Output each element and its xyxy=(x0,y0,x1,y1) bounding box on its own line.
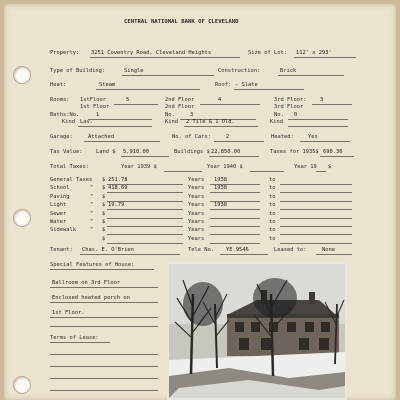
cars-value: 2 xyxy=(226,134,230,140)
bank-title: CENTRAL NATIONAL BANK OF CLEVELAND xyxy=(124,19,239,25)
roof-value: - Slate xyxy=(235,82,258,88)
tax-row-dollar: $ xyxy=(102,202,106,209)
heat-value: Steam xyxy=(99,82,116,88)
tax-row-to-label: to xyxy=(269,210,276,217)
baths-third-kind-label: Kind xyxy=(270,119,283,125)
house-photo-image xyxy=(169,264,345,398)
tax-row-label: Water xyxy=(50,219,67,225)
baths-second-no-label: No. xyxy=(165,112,175,118)
tele-label: Tele No. xyxy=(188,247,214,253)
tax-row-years-label: Years xyxy=(188,177,205,183)
tax-row-to-label: to xyxy=(269,193,276,200)
baths-second-kind: 2 Tile & 1 Old. xyxy=(186,119,235,125)
property-value: 3251 Coventry Road, Cleveland Heights xyxy=(91,50,212,56)
baths-label: Baths:No. xyxy=(50,112,80,118)
ditto-mark: " xyxy=(90,193,94,200)
land-value: 5,910.00 xyxy=(123,149,149,155)
baths-second-kind-label: Kind xyxy=(165,119,178,125)
rooms-row2-first: 1st Floor xyxy=(80,104,110,110)
heat-label: Heat: xyxy=(50,82,67,88)
garage-value: Attached xyxy=(88,134,114,140)
tax-row-dollar: $ xyxy=(102,193,106,200)
tax-row-dollar: $ xyxy=(102,177,106,183)
construction-label: Construction: xyxy=(218,68,261,74)
total-year3-suffix: $ xyxy=(328,164,332,170)
tax-row-dollar: $ xyxy=(102,219,106,225)
tax-row-years-label: Years xyxy=(188,210,205,217)
cars-label: No. of Cars: xyxy=(172,134,211,140)
leased-label: Leased to: xyxy=(274,247,307,253)
roof-label: Roof: xyxy=(215,82,232,88)
total-year2-label: Year 1940 $ xyxy=(207,164,243,170)
binder-hole xyxy=(13,376,31,394)
tax-row-years-value: 1938 xyxy=(214,202,227,209)
building-type-value: Single xyxy=(124,68,144,74)
ditto-mark: " xyxy=(90,202,94,209)
tax-row-to-label: to xyxy=(269,219,276,225)
taxes-label: Taxes for 1935$ xyxy=(270,149,319,155)
special-line-2: Enclosed heated porch on xyxy=(52,295,130,301)
tax-row-amount: 19.79 xyxy=(108,202,125,209)
lot-size-label: Size of Lot: xyxy=(248,50,287,56)
ditto-mark: " xyxy=(90,227,94,234)
rooms-row2-third: 3rd Floor xyxy=(274,104,304,110)
taxes-value: 690.36 xyxy=(323,149,343,155)
tax-row-to-label: to xyxy=(269,185,276,192)
building-type-label: Type of Building: xyxy=(50,68,106,74)
rooms-third-floor-label: 3rd Floor: xyxy=(274,97,307,103)
document-sheet xyxy=(4,4,396,400)
rooms-first-floor-label: 1stFloor xyxy=(80,97,106,103)
rooms-row2-second: 2nd Floor xyxy=(165,104,195,110)
tax-row-to-label: to xyxy=(269,202,276,209)
terms-of-lease-label: Terms of Lease: xyxy=(50,335,99,341)
ditto-mark: " xyxy=(90,219,94,225)
lot-size-value: 112' x 293' xyxy=(296,50,332,56)
construction-value: Brick xyxy=(280,68,297,74)
tax-row-label: Light xyxy=(50,202,67,209)
rooms-second-floor-label: 2nd Floor xyxy=(165,97,195,103)
tax-row-years-label: Years xyxy=(188,193,205,200)
leased-value: None xyxy=(322,247,335,253)
rooms-first-value: 5 xyxy=(126,97,130,103)
tax-row-label: Paving xyxy=(50,193,70,200)
rooms-third-value: 3 xyxy=(320,97,324,103)
buildings-label: Buildings $ xyxy=(174,149,210,155)
heated-value: Yes xyxy=(308,134,318,140)
special-features-label: Special Features of House: xyxy=(50,262,135,268)
ditto-mark: " xyxy=(90,210,94,217)
tenant-value: Chas. E. O'Brien xyxy=(82,247,134,253)
tax-row-years-label: Years xyxy=(188,185,205,192)
buildings-value: 22,850.00 xyxy=(211,149,241,155)
tax-row-years-label: Years xyxy=(188,235,205,242)
ditto-mark: " xyxy=(90,185,94,192)
tax-row-dollar: $ xyxy=(102,185,106,192)
total-year1-label: Year 1939 $ xyxy=(121,164,157,170)
tax-row-to-label: to xyxy=(269,227,276,234)
tax-row-years-value: 1938 xyxy=(214,177,227,183)
land-label: Land $ xyxy=(96,149,116,155)
special-line-1: Ballroom on 3rd Floor xyxy=(52,280,121,286)
baths-third-no-label: No. xyxy=(274,112,284,118)
tax-value-label: Tax Value: xyxy=(50,149,83,155)
baths-first-kind: Lav. xyxy=(80,119,93,125)
tax-row-years-label: Years xyxy=(188,227,205,234)
special-line-3: 1st Floor. xyxy=(52,310,85,316)
tax-row-years-value: 1938 xyxy=(214,185,227,192)
tax-row-to-label: to xyxy=(269,235,276,242)
rooms-second-value: 4 xyxy=(218,97,222,103)
tax-row-label: School xyxy=(50,185,70,192)
property-label: Property: xyxy=(50,50,80,56)
heated-label: Heated: xyxy=(271,134,294,140)
tax-row-label: General Taxes xyxy=(50,177,93,183)
tax-row-amount: 418.69 xyxy=(108,185,128,192)
tax-row-amount: 251.78 xyxy=(108,177,128,183)
baths-second-value: 3 xyxy=(190,112,194,118)
baths-kind-label: Kind xyxy=(62,119,75,125)
tax-row-dollar: $ xyxy=(102,235,106,242)
tax-row-years-label: Years xyxy=(188,219,205,225)
total-taxes-label: Total Taxes: xyxy=(50,164,89,170)
tax-row-dollar: $ xyxy=(102,227,106,234)
binder-hole xyxy=(13,66,31,84)
tax-row-label: Sewer xyxy=(50,210,67,217)
baths-first-value: 1 xyxy=(96,112,100,118)
tax-row-dollar: $ xyxy=(102,210,106,217)
tax-row-years-label: Years xyxy=(188,202,205,209)
baths-third-value: 0 xyxy=(294,112,298,118)
tax-row-label: Sidewalk xyxy=(50,227,76,234)
tax-row-to-label: to xyxy=(269,177,276,183)
tele-value: YE 9546 xyxy=(226,247,249,253)
tenant-label: Tenant: xyxy=(50,247,73,253)
garage-label: Garage: xyxy=(50,134,73,140)
house-photo xyxy=(167,262,347,400)
binder-hole xyxy=(13,209,31,227)
rooms-label: Rooms: xyxy=(50,97,70,103)
total-year3-label: Year 19 xyxy=(294,164,317,170)
